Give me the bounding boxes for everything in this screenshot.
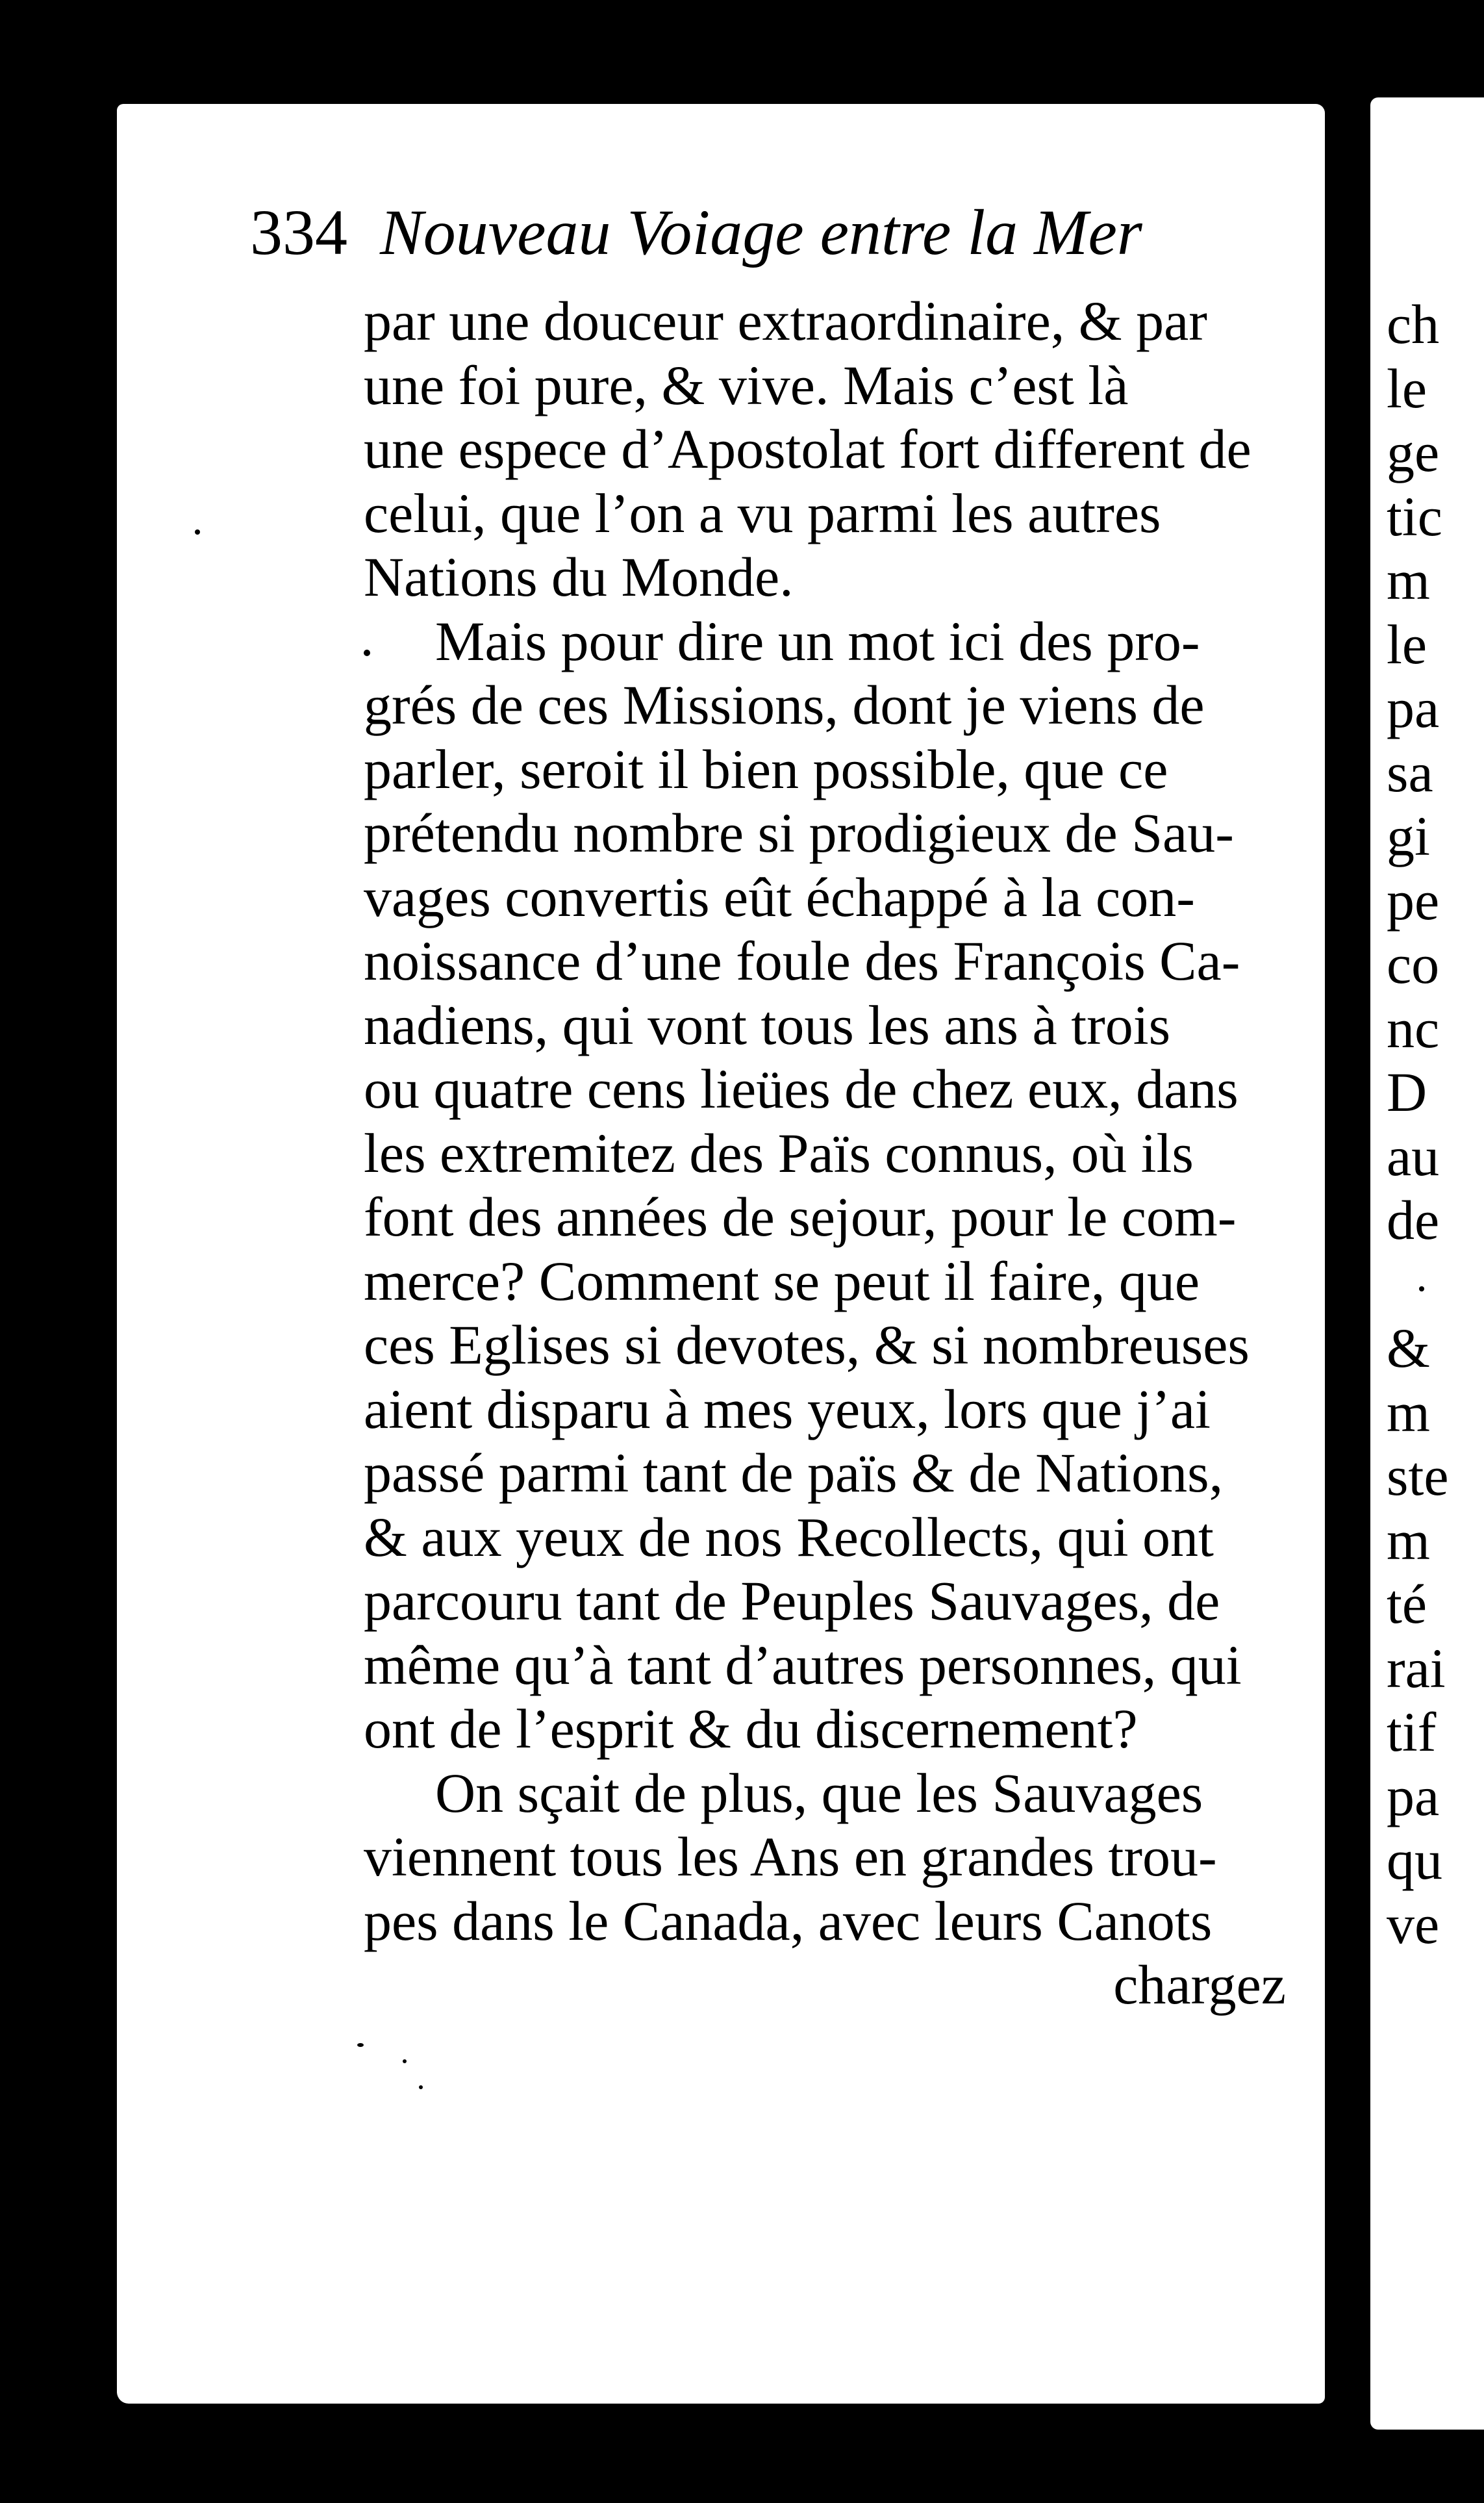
text-line: nadiens, qui vont tous les ans à trois (364, 993, 1171, 1056)
text-line: & aux yeux de nos Recollects, qui ont (364, 1505, 1214, 1568)
ink-speck (403, 2059, 407, 2063)
facing-line: ve (1387, 1892, 1440, 1955)
facing-line: qu (1387, 1829, 1442, 1891)
text-line: ou quatre cens lieües de chez eux, dans (364, 1058, 1239, 1120)
facing-line: tif (1387, 1701, 1437, 1763)
facing-line (1387, 1252, 1449, 1317)
ink-speck (62, 2439, 66, 2448)
facing-line: m (1387, 1508, 1430, 1571)
facing-line: de (1387, 1189, 1440, 1251)
text-line: grés de ces Missions, dont je viens de (364, 674, 1205, 736)
facing-line: m (1387, 1380, 1430, 1443)
facing-line: le (1387, 357, 1427, 420)
text-line: vages convertis eût échappé à la con- (364, 865, 1195, 928)
catchword: chargez (1113, 1953, 1286, 2016)
page-number: 334 (250, 196, 347, 268)
text-line: viennent tous les Ans en grandes trou- (364, 1825, 1217, 1888)
facing-line: tic (1387, 485, 1442, 548)
facing-line: pa (1387, 1764, 1440, 1827)
ink-speck (1419, 1286, 1424, 1291)
facing-page-text (1387, 292, 1449, 1956)
running-title: Nouveau Voiage entre la Mer (380, 196, 1142, 268)
ink-speck (357, 2043, 364, 2047)
facing-line: co (1387, 933, 1440, 995)
page-header (250, 195, 1283, 279)
text-line: font des années de sejour, pour le com- (364, 1186, 1237, 1248)
text-line: pes dans le Canada, avec leurs Canots (364, 1889, 1213, 1952)
text-line: parler, seroit il bien possible, que ce (364, 737, 1168, 800)
facing-line: & (1387, 1317, 1430, 1379)
facing-line: m (1387, 549, 1430, 611)
text-line: une foi pure, & vive. Mais c’est là (364, 353, 1129, 416)
facing-line: rai (1387, 1636, 1446, 1699)
facing-line: sa (1387, 741, 1433, 804)
facing-line: gi (1387, 805, 1430, 867)
facing-line: té (1387, 1573, 1427, 1635)
text-line: On sçait de plus, que les Sauvages (435, 1761, 1203, 1824)
facing-line: D (1387, 1061, 1427, 1123)
text-line: ont de l’esprit & du discernement? (364, 1697, 1138, 1760)
text-line: même qu’à tant d’autres personnes, qui (364, 1633, 1242, 1696)
facing-line: pe (1387, 869, 1440, 932)
text-line: ces Eglises si devotes, & si nombreuses (364, 1314, 1250, 1376)
ink-speck (195, 529, 200, 535)
text-line: prétendu nombre si prodigieux de Sau- (364, 802, 1234, 864)
text-line: Nations du Monde. (364, 546, 794, 608)
facing-line: le (1387, 613, 1427, 676)
text-line: noissance d’une foule des François Ca- (364, 930, 1240, 992)
facing-line: pa (1387, 677, 1440, 739)
catchword-line (364, 1953, 1286, 2017)
text-line: passé parmi tant de païs & de Nations, (364, 1442, 1224, 1504)
facing-line: ste (1387, 1445, 1449, 1507)
body-text (364, 289, 1286, 2017)
facing-line: au (1387, 1124, 1440, 1188)
text-line: les extremitez des Païs connus, où ils (364, 1121, 1194, 1184)
text-line: parcouru tant de Peuples Sauvages, de (364, 1569, 1220, 1632)
text-line: Mais pour dire un mot ici des pro- (435, 609, 1200, 672)
text-line: aient disparu à mes yeux, lors que j’ai (364, 1377, 1211, 1440)
facing-line: ge (1387, 421, 1440, 483)
text-line: par une douceur extraordinaire, & par (364, 290, 1207, 352)
text-line: celui, que l’on a vu parmi les autres (364, 481, 1161, 544)
text-line: merce? Comment se peut il faire, que (364, 1249, 1200, 1312)
facing-line: nc (1387, 997, 1440, 1060)
ink-speck (364, 650, 370, 656)
facing-line: ch (1387, 293, 1440, 355)
ink-speck (419, 2085, 423, 2089)
text-line: une espece d’Apostolat fort different de (364, 418, 1251, 480)
